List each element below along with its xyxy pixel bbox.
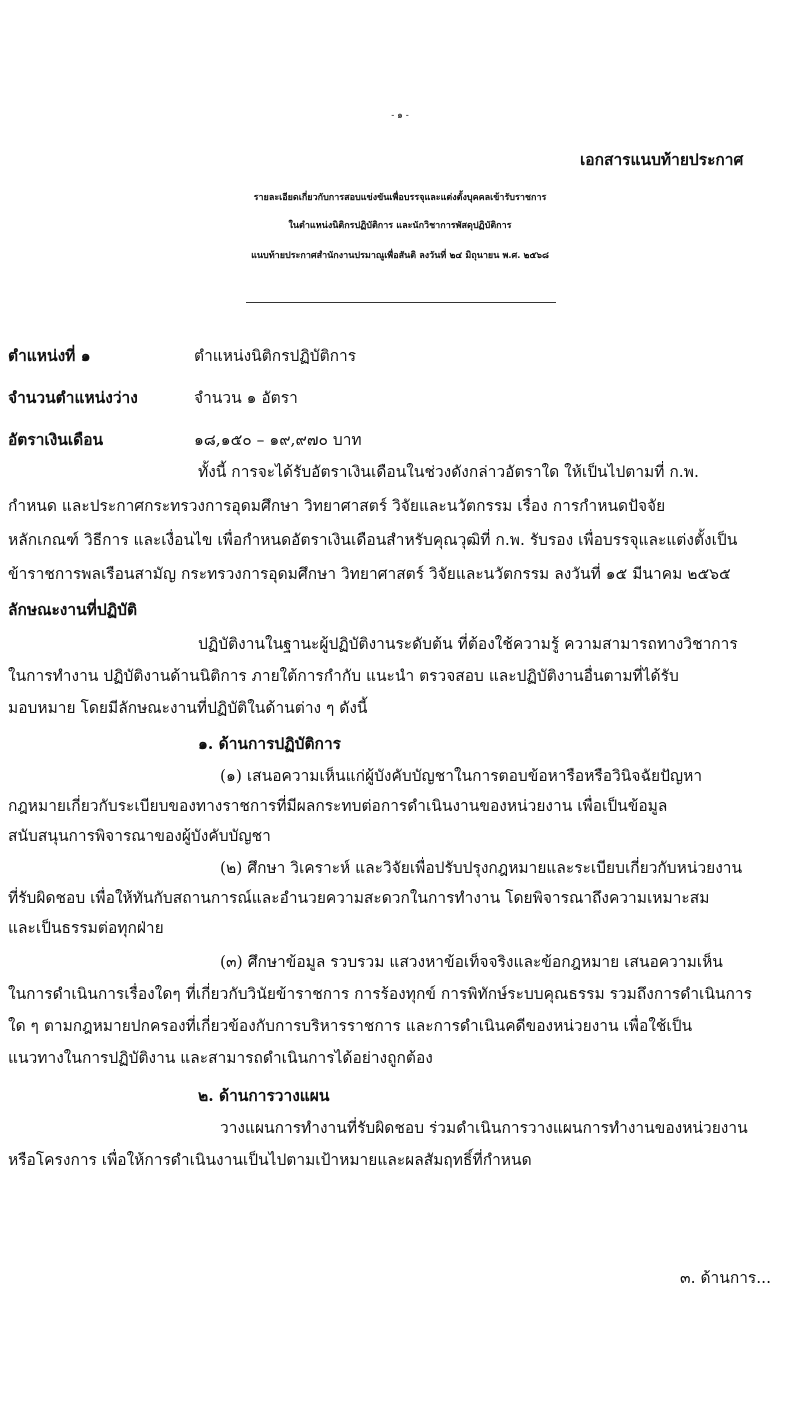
position-label: ตำแหน่งที่ ๑: [8, 346, 91, 365]
section-2-heading: ๒. ด้านการวางแผน: [198, 1086, 330, 1105]
doc-title-line-1: รายละเอียดเกี่ยวกับการสอบแข่งขันเพื่อบรรจุและแต่งตั้งบุคคลเข้ารับราชการ: [253, 193, 547, 203]
job-nature-heading: ลักษณะงานที่ปฏิบัติ: [8, 600, 138, 619]
section-2-body-line-2: หรือโครงการ เพื่อให้การดำเนินงานเป็นไปตามเป้าหมายและผลสัมฤทธิ์ที่กำหนด: [8, 1151, 532, 1169]
doc-title-line-2: ในตำแหน่งนิติกรปฏิบัติการ และนักวิชาการพัสดุปฏิบัติการ: [288, 221, 512, 231]
vacancies-value: จำนวน ๑ อัตรา: [194, 389, 298, 407]
page-number: - ๑ -: [391, 111, 409, 121]
section-1-item-3-line-3: ใด ๆ ตามกฎหมายปกครองที่เกี่ยวข้องกับการบริหารราชการ และการดำเนินคดีของหน่วยงาน เพื่อใช้เป็น: [8, 1017, 693, 1035]
continuation-note: ๓. ด้านการ...: [680, 1269, 772, 1287]
section-2-body-line-1: วางแผนการทำงานที่รับผิดชอบ ร่วมดำเนินการวางแผนการทำงานของหน่วยงาน: [220, 1119, 748, 1137]
salary-note-line-2: กำหนด และประกาศกระทรวงการอุดมศึกษา วิทยาศาสตร์ วิจัยและนวัตกรรม เรื่อง การกำหนดปัจจัย: [8, 497, 666, 515]
section-1-item-3-line-1: (๓) ศึกษาข้อมูล รวบรวม แสวงหาข้อเท็จจริงและข้อกฎหมาย เสนอความเห็น: [220, 953, 723, 971]
position-value: ตำแหน่งนิติกรปฏิบัติการ: [194, 347, 357, 365]
salary-note-line-4: ข้าราชการพลเรือนสามัญ กระทรวงการอุดมศึกษา วิทยาศาสตร์ วิจัยและนวัตกรรม ลงวันที่ ๑๕ มีนาคม ๒๕๖๕: [8, 565, 731, 583]
section-1-item-3-line-4: แนวทางในการปฏิบัติงาน และสามารถดำเนินการได้อย่างถูกต้อง: [8, 1049, 433, 1067]
salary-note-line-1: ทั้งนี้ การจะได้รับอัตราเงินเดือนในช่วงดังกล่าวอัตราใด ให้เป็นไปตามที่ ก.พ.: [198, 463, 699, 481]
section-1-item-3-line-2: ในการดำเนินการเรื่องใดๆ ที่เกี่ยวกับวินัยข้าราชการ การร้องทุกข์ การพิทักษ์ระบบคุณธรรม รวมถึงการดำเนินการ: [8, 985, 752, 1003]
salary-label: อัตราเงินเดือน: [8, 430, 104, 449]
section-1-item-1-line-2: กฎหมายเกี่ยวกับระเบียบของทางราชการที่มีผลกระทบต่อการดำเนินงานของหน่วยงาน เพื่อเป็นข้อมูล: [8, 797, 668, 815]
job-nature-intro-2: ในการทำงาน ปฏิบัติงานด้านนิติการ ภายใต้การกำกับ แนะนำ ตรวจสอบ และปฏิบัติงานอื่นตามที่ได้รับ: [8, 667, 679, 685]
doc-title-line-3: แนบท้ายประกาศสำนักงานปรมาณูเพื่อสันติ ลงวันที่ ๒๔ มิถุนายน พ.ศ. ๒๕๖๘: [251, 251, 549, 261]
section-1-item-1-line-1: (๑) เสนอความเห็นแก่ผู้บังคับบัญชาในการตอบข้อหารือหรือวินิจฉัยปัญหา: [220, 767, 703, 785]
job-nature-intro-1: ปฏิบัติงานในฐานะผู้ปฏิบัติงานระดับต้น ที่ต้องใช้ความรู้ ความสามารถทางวิชาการ: [198, 635, 738, 653]
section-1-item-2-line-3: และเป็นธรรมต่อทุกฝ่าย: [8, 919, 164, 937]
section-1-item-2-line-1: (๒) ศึกษา วิเคราะห์ และวิจัยเพื่อปรับปรุงกฎหมายและระเบียบเกี่ยวกับหน่วยงาน: [220, 859, 743, 877]
salary-value: ๑๘,๑๕๐ – ๑๙,๙๗๐ บาท: [194, 431, 362, 449]
vacancies-label: จำนวนตำแหน่งว่าง: [8, 388, 138, 407]
attachment-label: เอกสารแนบท้ายประกาศ: [580, 150, 744, 169]
title-divider: [246, 302, 556, 303]
section-1-item-1-line-3: สนับสนุนการพิจารณาของผู้บังคับบัญชา: [8, 827, 271, 845]
job-nature-intro-3: มอบหมาย โดยมีลักษณะงานที่ปฏิบัติในด้านต่าง ๆ ดังนี้: [8, 699, 368, 717]
section-1-heading: ๑. ด้านการปฏิบัติการ: [198, 734, 341, 753]
salary-note-line-3: หลักเกณฑ์ วิธีการ และเงื่อนไข เพื่อกำหนดอัตราเงินเดือนสำหรับคุณวุฒิที่ ก.พ. รับรอง เพื่อบรรจุและแต่งตั้งเป็น: [8, 531, 738, 549]
section-1-item-2-line-2: ที่รับผิดชอบ เพื่อให้ทันกับสถานการณ์และอำนวยความสะดวกในการทำงาน โดยพิจารณาถึงความเหมาะสม: [8, 889, 710, 907]
